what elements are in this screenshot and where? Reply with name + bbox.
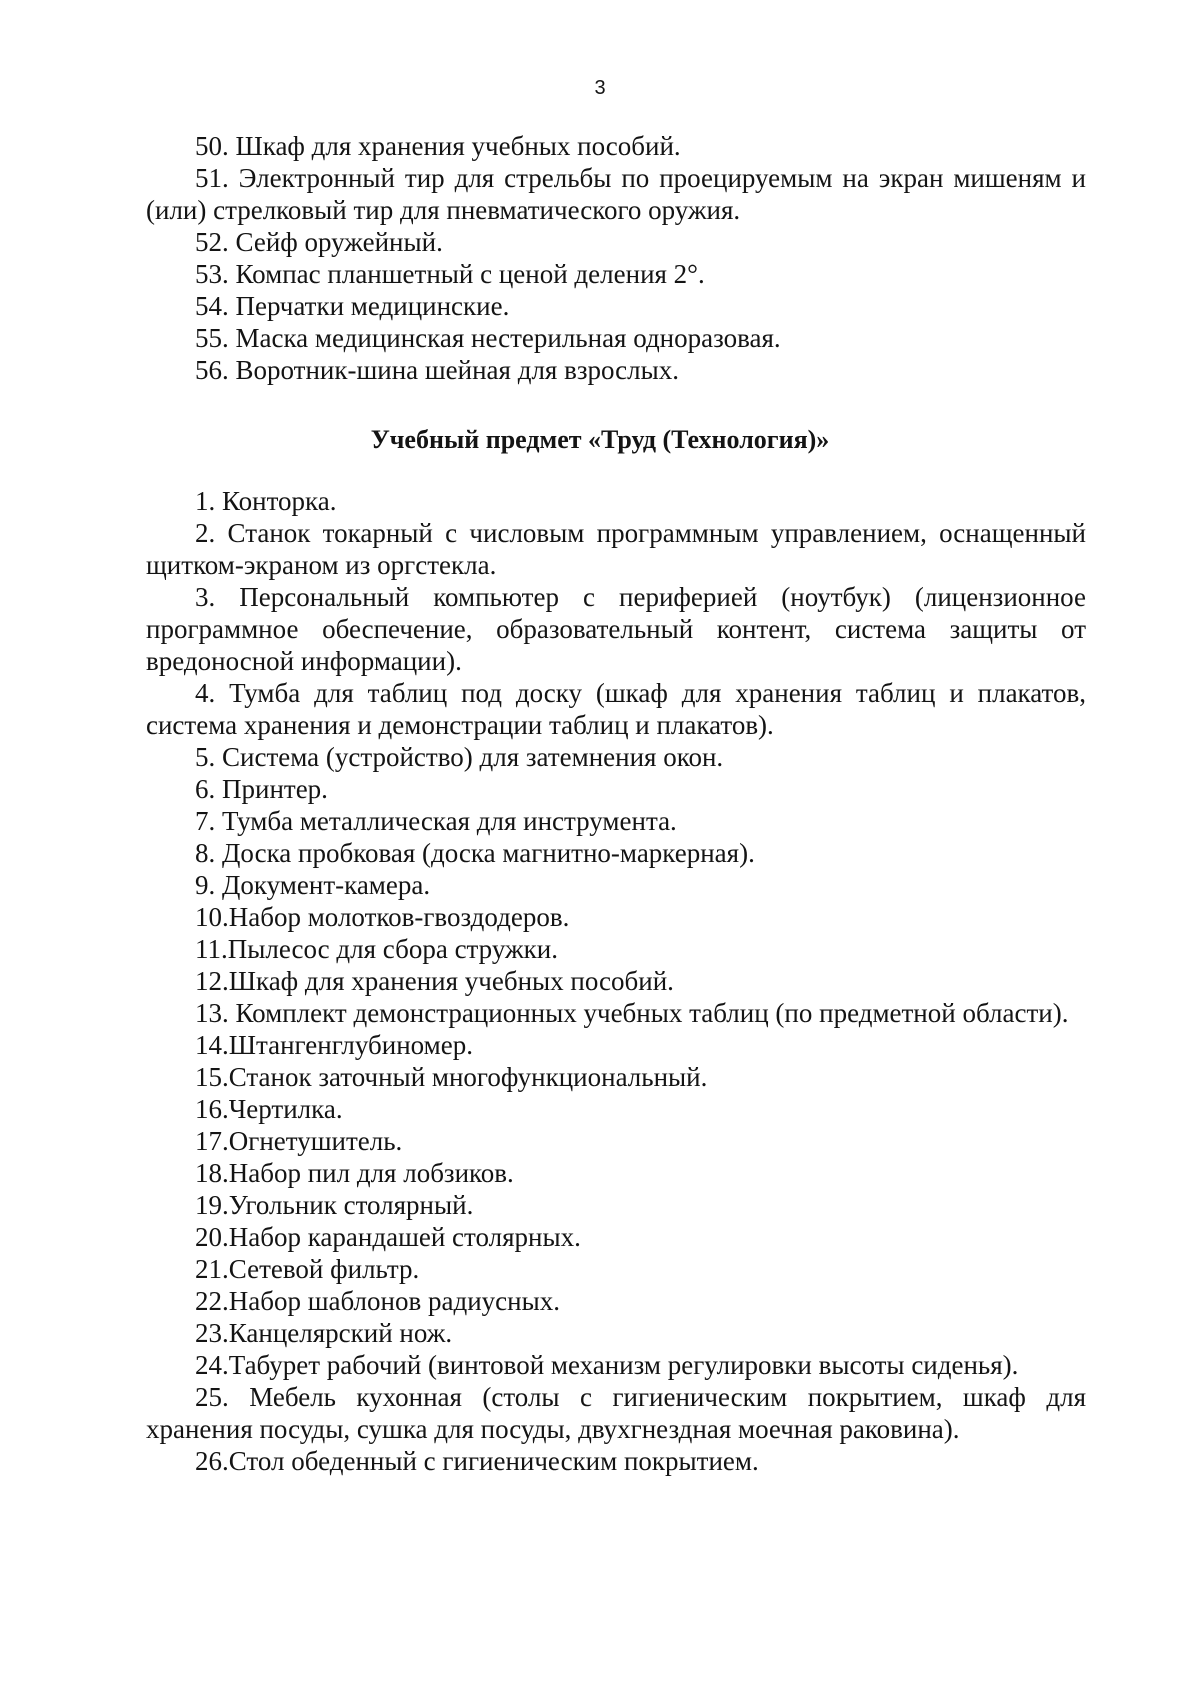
list-item: 1. Конторка. [195,486,337,516]
list-item: 14.Штангенглубиномер. [195,1030,473,1060]
list-item: 25. Мебель кухонная (столы с гигиеническим покрытием, шкаф для хранения посуды, сушка для посуды, двухгнездная моечная раковина). [146,1382,1086,1444]
list-item: 2. Станок токарный с числовым программным управлением, оснащенный щитком-экраном из оргстекла. [146,518,1086,580]
list-item: 54. Перчатки медицинские. [195,291,510,321]
list-item: 24.Табурет рабочий (винтовой механизм регулировки высоты сиденья). [195,1350,1019,1380]
list-item: 15.Станок заточный многофункциональный. [195,1062,708,1092]
list-item: 53. Компас планшетный с ценой деления 2°. [195,259,705,289]
list-item: 51. Электронный тир для стрельбы по проецируемым на экран мишеням и (или) стрелковый тир для пневматического оружия. [146,163,1086,225]
list-item: 18.Набор пил для лобзиков. [195,1158,514,1188]
list-item: 56. Воротник-шина шейная для взрослых. [195,355,680,385]
trud-equipment-list [146,485,1086,1477]
list-item: 19.Угольник столярный. [195,1190,474,1220]
list-item: 50. Шкаф для хранения учебных пособий. [195,131,681,161]
list-item: 13. Комплект демонстрационных учебных таблиц (по предметной области). [195,998,1069,1028]
list-item: 3. Персональный компьютер с периферией (ноутбук) (лицензионное программное обеспечение, образовательный контент, система защиты от вредоносной информации). [146,582,1086,676]
list-item: 6. Принтер. [195,774,328,804]
list-item: 11.Пылесос для сбора стружки. [195,934,558,964]
list-item: 5. Система (устройство) для затемнения окон. [195,742,724,772]
equipment-list-continued [146,130,1086,386]
list-item: 52. Сейф оружейный. [195,227,443,257]
list-item: 12.Шкаф для хранения учебных пособий. [195,966,674,996]
list-item: 4. Тумба для таблиц под доску (шкаф для хранения таблиц и плакатов, система хранения и демонстрации таблиц и плакатов). [146,678,1086,740]
list-item: 8. Доска пробковая (доска магнитно-маркерная). [195,838,755,868]
list-item: 10.Набор молотков-гвоздодеров. [195,902,570,932]
list-item: 9. Документ-камера. [195,870,431,900]
list-item: 21.Сетевой фильтр. [195,1254,420,1284]
list-item: 20.Набор карандашей столярных. [195,1222,581,1252]
list-item: 26.Стол обеденный с гигиеническим покрытием. [195,1446,759,1476]
list-item: 7. Тумба металлическая для инструмента. [195,806,677,836]
list-item: 16.Чертилка. [195,1094,343,1124]
list-item: 22.Набор шаблонов радиусных. [195,1286,560,1316]
page-number: 3 [594,77,606,99]
list-item: 17.Огнетушитель. [195,1126,403,1156]
list-item: 23.Канцелярский нож. [195,1318,453,1348]
section-heading: Учебный предмет «Труд (Технология)» [370,425,830,454]
list-item: 55. Маска медицинская нестерильная одноразовая. [195,323,781,353]
